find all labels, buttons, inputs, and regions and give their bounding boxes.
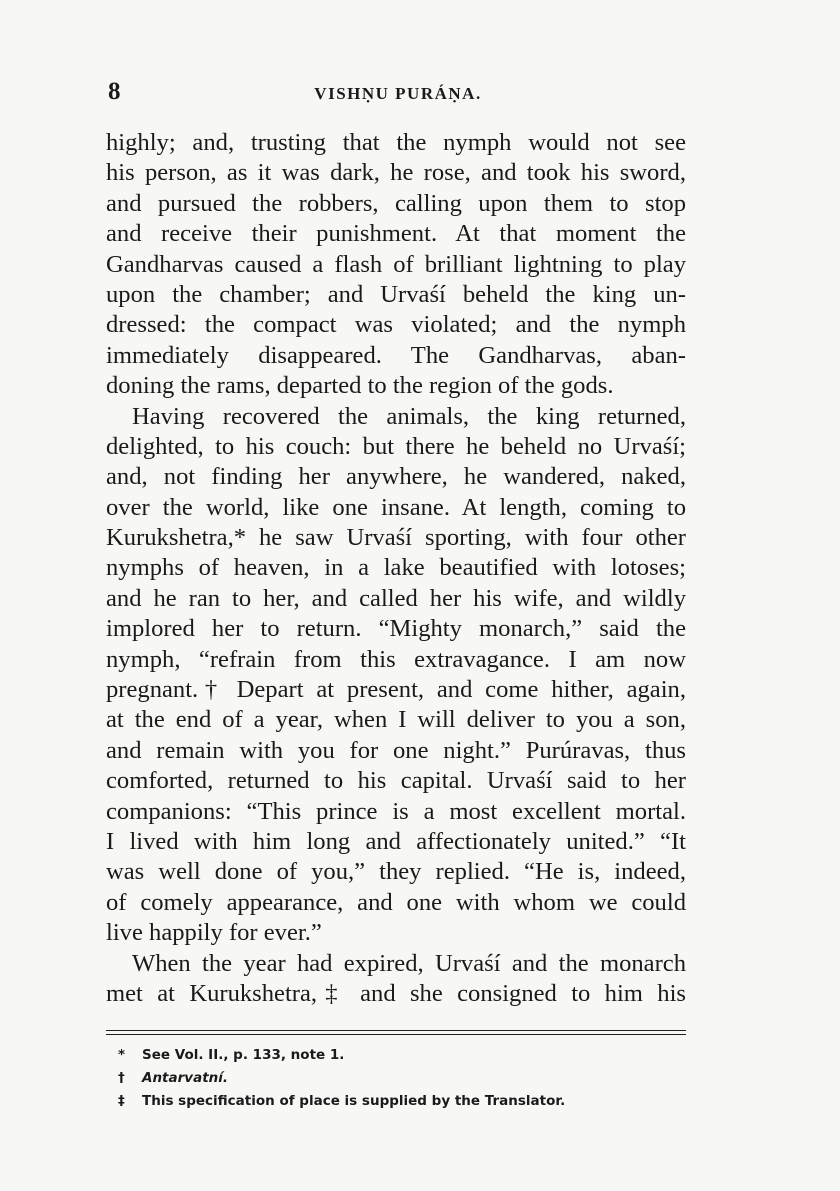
footnote-mark: † [118,1070,125,1086]
text-line: and, not finding her anywhere, he wandered, naked, [106,463,686,491]
text-line: and remain with you for one night.” Purúravas, thus [106,736,686,764]
text-line: nymphs of heaven, in a lake beautified with lotoses; [106,554,686,582]
body-text [106,128,686,1009]
footnotes [118,1044,688,1113]
text-line: over the world, like one insane. At length, coming to [106,493,686,521]
text-line: live happily for ever.” [106,919,322,947]
text-line: at the end of a year, when I will deliver to you a son, [106,706,686,734]
footnote-mark: * [118,1047,126,1063]
text-line: was well done of you,” they replied. “He is, indeed, [106,858,686,886]
text-line: dressed: the compact was violated; and the nymph [106,311,686,339]
text-line: When the year had expired, Urvaśí and the monarch [132,949,686,977]
footnote-rule-top [106,1030,686,1031]
page-number: 8 [108,78,121,105]
text-line: delighted, to his couch: but there he beheld no Urvaśí; [106,432,686,460]
page-header [108,78,688,108]
footnote-text: Antarvatní. [142,1070,229,1086]
text-line: companions: “This prince is a most excellent mortal. [106,797,686,825]
text-line: pregnant.† Depart at present, and come hither, again, [106,676,686,704]
text-line: and pursued the robbers, calling upon them to stop [106,189,686,217]
footnote [118,1090,688,1113]
footnote [118,1067,688,1090]
text-line: highly; and, trusting that the nymph would not see [106,129,686,156]
footnote-mark: ‡ [118,1093,125,1109]
footnote-rule-bottom [106,1034,686,1035]
text-line: immediately disappeared. The Gandharvas, aban- [106,341,686,369]
text-line: implored her to return. “Mighty monarch,” said the [106,615,686,643]
footnote-text: See Vol. II., p. 133, note 1. [142,1047,345,1063]
text-line: Kurukshetra,* he saw Urvaśí sporting, with four other [106,524,686,552]
text-line: his person, as it was dark, he rose, and took his sword, [106,159,686,187]
text-line: comforted, returned to his capital. Urvaśí said to her [106,767,686,795]
footnote [118,1044,688,1067]
text-line: doning the rams, departed to the region of the gods. [106,372,614,400]
text-line: of comely appearance, and one with whom we could [106,888,686,916]
text-line: I lived with him long and affectionately united.” “It [106,827,686,855]
running-head: VISHṆU PURÁṆA. [314,84,482,103]
text-line: met at Kurukshetra,‡ and she consigned to him his [106,979,686,1007]
text-line: and receive their punishment. At that moment the [106,220,686,248]
text-line: nymph, “refrain from this extravagance. I am now [106,645,686,673]
text-line: Gandharvas caused a flash of brilliant lightning to play [106,250,686,278]
text-line: upon the chamber; and Urvaśí beheld the king un- [106,280,686,308]
text-line: Having recovered the animals, the king returned, [132,402,686,430]
text-line: and he ran to her, and called her his wife, and wildly [106,584,686,612]
footnote-text: This specification of place is supplied by the Translator. [142,1093,566,1109]
